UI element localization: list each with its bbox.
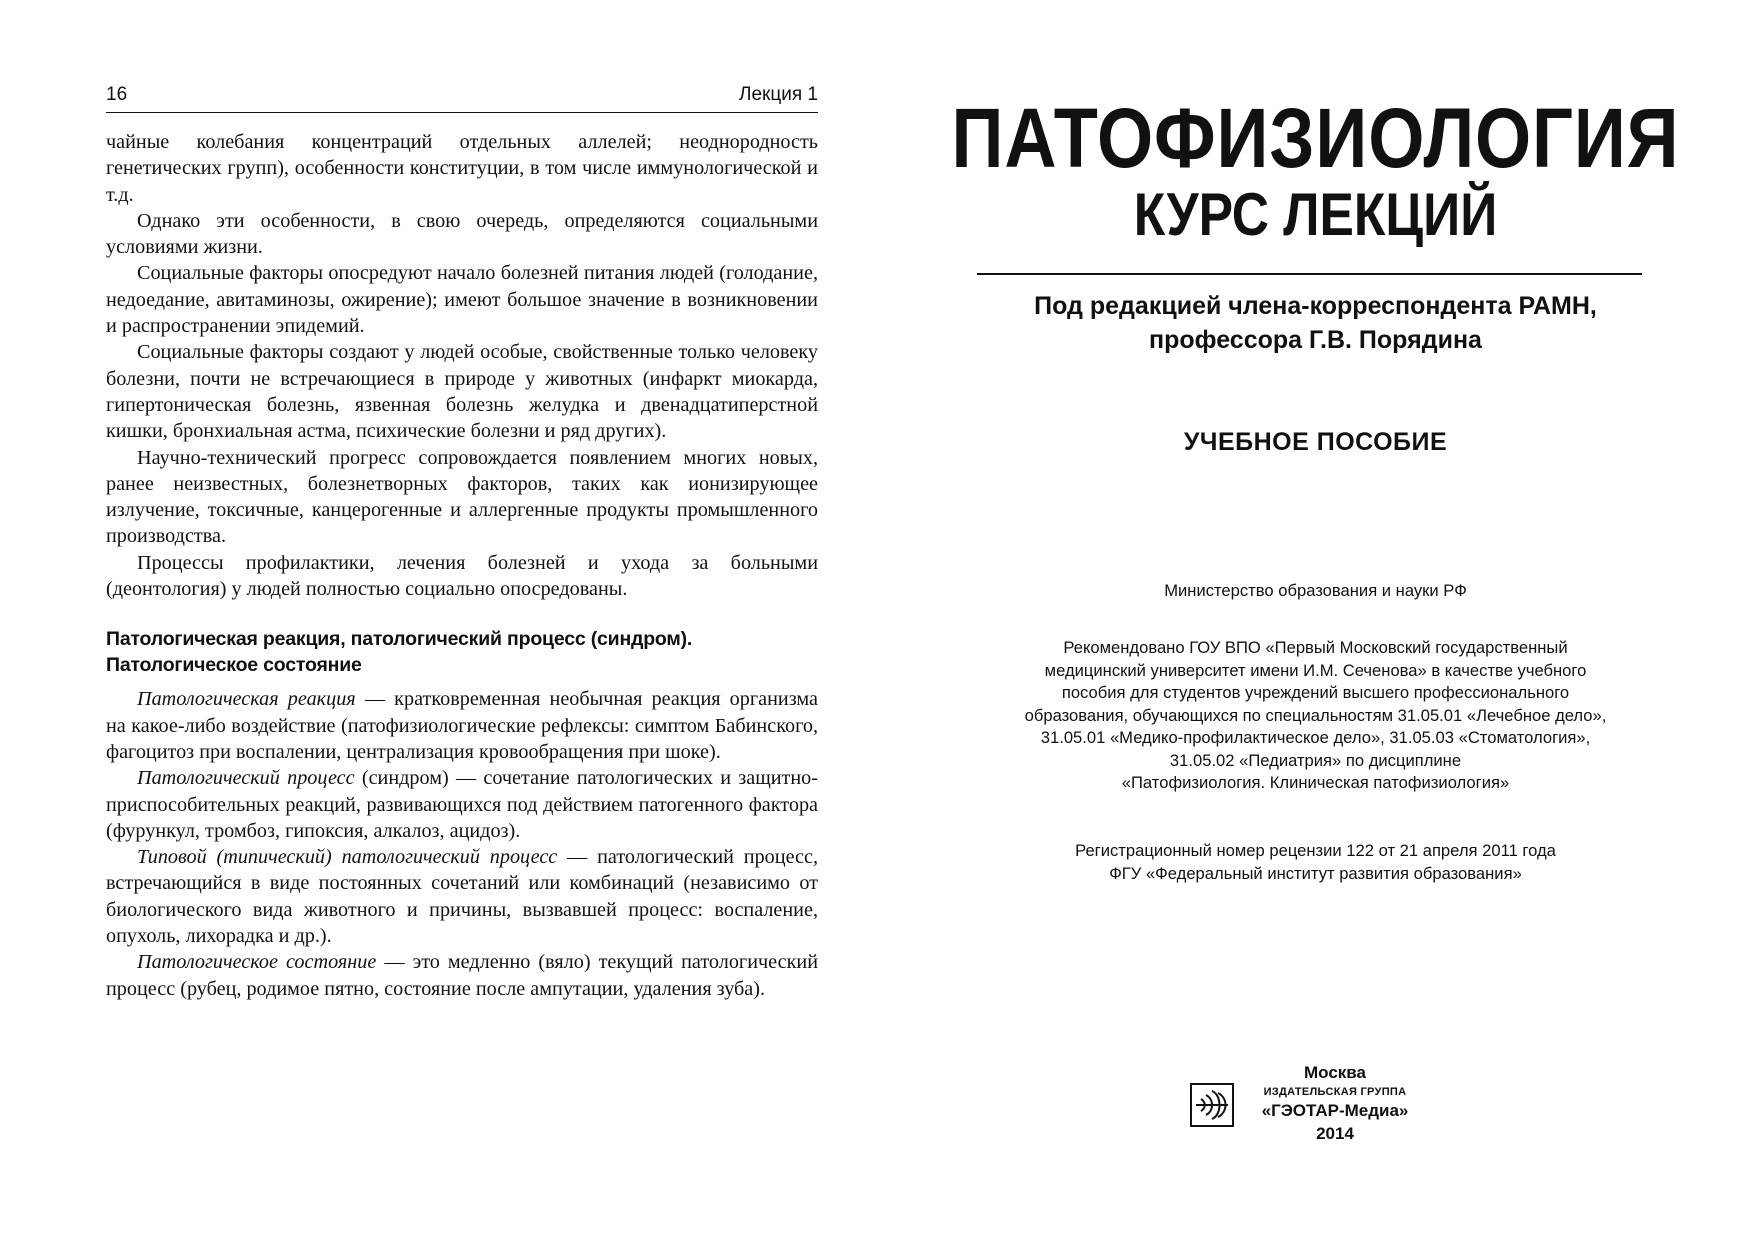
body-text — [106, 129, 818, 1002]
right-page — [877, 0, 1754, 1240]
editor-line: профессора Г.В. Порядина — [1149, 326, 1482, 354]
definition-term: Патологическое состояние — [137, 951, 377, 974]
page-number: 16 — [106, 84, 128, 105]
recommendation-line: пособия для студентов учреждений высшего профессионального — [1061, 683, 1570, 702]
ministry-line: Министерство образования и науки РФ — [1164, 581, 1467, 600]
definition-text: — это медленно (вяло) текущий патологический процесс (рубец, родимое пятно, состояние после ампутации, удаления зуба). — [106, 951, 818, 1000]
definition-paragraph — [106, 844, 818, 949]
definition-paragraph — [106, 686, 818, 765]
definition-text: (синдром) — сочетание патологических и защитно-приспособительных реакций, развивающихся под действием патогенного фактора (фурункул, тромбоз, гипоксия, алкалоз, ацидоз). — [106, 767, 818, 842]
paragraph: Социальные факторы опосредуют начало болезней питания людей (голодание, недоедание, авитаминозы, ожирение); имеют большое значение в возникновении и распространении эпидемий. — [106, 262, 818, 338]
section-heading-line: Патологическая реакция, патологический процесс (синдром). — [106, 628, 693, 651]
registration-line: ФГУ «Федеральный институт развития образования» — [1109, 863, 1522, 883]
definition-term: Патологический процесс — [137, 767, 355, 790]
running-head — [106, 84, 818, 113]
paragraph: Научно-технический прогресс сопровождается появлением многих новых, ранее неизвестных, болезнетворных факторов, таких как ионизирующее излучение, токсичные, канцерогенные и аллергенные продукты промышленного производства. — [106, 446, 818, 548]
section-heading — [106, 626, 818, 678]
definition-paragraph — [106, 949, 818, 1002]
publisher-name: «ГЭОТАР-Медиа» — [1261, 1101, 1409, 1120]
recommendation-line: медицинский университет имени И.М. Сеченова» в качестве учебного — [1044, 660, 1587, 680]
publisher-imprint — [1190, 1063, 1450, 1163]
paragraph: Социальные факторы создают у людей особые, свойственные только человеку болезни, почти не встречающиеся в природе у животных (инфаркт миокарда, гипертоническая болезнь, язвенная болезнь желудка и двенадцатиперстной кишки, бронхиальная астма, психические болезни и ряд других). — [106, 341, 818, 443]
recommendation-line: 31.05.01 «Медико-профилактическое дело», 31.05.03 «Стоматология», — [1040, 728, 1591, 747]
recommendation-line: Рекомендовано ГОУ ВПО «Первый Московский государственный — [1063, 638, 1568, 657]
publisher-logo-icon — [1190, 1083, 1234, 1127]
definition-term: Типовой (типический) патологический процесс — [137, 846, 558, 869]
recommendation-line: «Патофизиология. Клиническая патофизиология» — [1121, 773, 1510, 792]
book-subtitle: КУРС ЛЕКЦИЙ — [1133, 181, 1498, 248]
publication-year: 2014 — [1316, 1124, 1354, 1143]
section-heading-line: Патологическое состояние — [106, 654, 362, 677]
registration-line: Регистрационный номер рецензии 122 от 21 апреля 2011 года — [1075, 841, 1556, 860]
document-type: УЧЕБНОЕ ПОСОБИЕ — [1183, 428, 1448, 456]
editor-line: Под редакцией члена-корреспондента РАМН, — [1034, 292, 1597, 320]
definition-paragraph — [106, 765, 818, 844]
publisher-city: Москва — [1304, 1063, 1366, 1082]
title-divider — [977, 273, 1642, 275]
recommendation-line: 31.05.02 «Педиатрия» по дисциплине — [1169, 750, 1462, 770]
paragraph: Однако эти особенности, в свою очередь, определяются социальными условиями жизни. — [106, 209, 818, 259]
recommendation-line: образования, обучающихся по специальностям 31.05.01 «Лечебное дело», — [1024, 705, 1607, 725]
paragraph: Процессы профилактики, лечения болезней и ухода за больными (деонтология) у людей полностью социально опосредованы. — [106, 551, 818, 601]
book-title: ПАТОФИЗИОЛОГИЯ — [951, 91, 1680, 185]
definition-text: — патологический процесс, встречающийся в виде постоянных сочетаний или комбинаций (независимо от биологического вида животного и причины, вызвавшей процесс: воспаление, опухоль, лихорадка и др.). — [106, 846, 818, 948]
publisher-group: ИЗДАТЕЛЬСКАЯ ГРУППА — [1263, 1086, 1407, 1098]
chapter-title: Лекция 1 — [739, 84, 818, 105]
paragraph: чайные колебания концентраций отдельных аллелей; неоднородность генетических групп), особенности конституции, в том числе иммунологической и т.д. — [106, 131, 818, 206]
definition-term: Патологическая реакция — [137, 688, 356, 711]
definition-text: — кратковременная необычная реакция организма на какое-либо воздействие (патофизиологические рефлексы: симптом Бабинского, фагоцитоз при воспалении, централизация кровообращения при шоке). — [106, 688, 818, 763]
